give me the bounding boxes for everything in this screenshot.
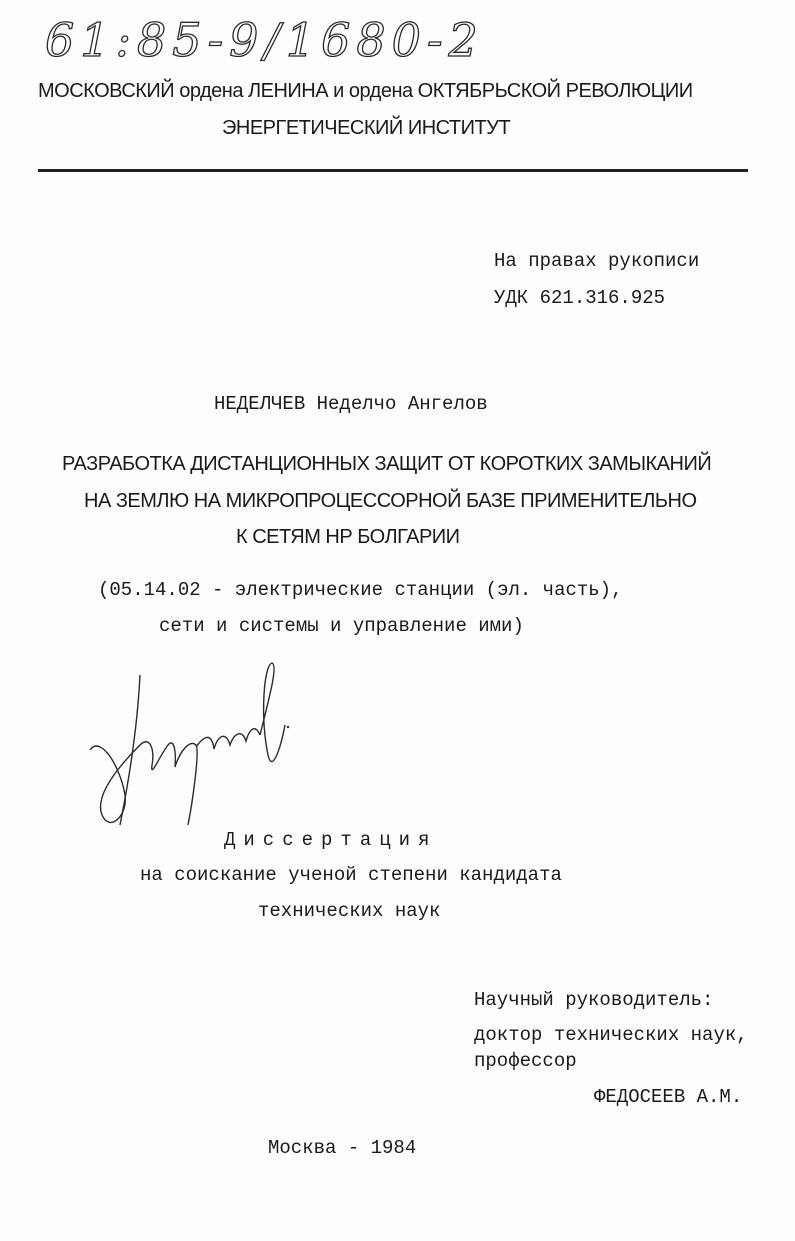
author-signature (80, 655, 310, 845)
supervisor-degree: доктор технических наук, (474, 1024, 748, 1046)
udk-code: УДК 621.316.925 (494, 287, 666, 309)
supervisor-label: Научный руководитель: (474, 989, 714, 1011)
title-line-2: НА ЗЕМЛЮ НА МИКРОПРОЦЕССОРНОЙ БАЗЕ ПРИМЕНИТЕЛЬНО (84, 490, 697, 512)
dissertation-heading: Диссертация (224, 829, 438, 851)
title-line-3: К СЕТЯМ НР БОЛГАРИИ (236, 526, 460, 548)
specialty-line-1: (05.14.02 - электрические станции (эл. часть), (98, 579, 623, 601)
svg-text:61:85-9/1680-2: 61:85-9/1680-2 (45, 13, 484, 67)
header-divider (38, 169, 748, 172)
institution-line-2: ЭНЕРГЕТИЧЕСКИЙ ИНСТИТУТ (222, 117, 511, 139)
institution-line-1: МОСКОВСКИЙ ордена ЛЕНИНА и ордена ОКТЯБРЬСКОЙ РЕВОЛЮЦИИ (38, 80, 693, 102)
supervisor-name: ФЕДОСЕЕВ А.М. (594, 1086, 743, 1108)
specialty-line-2: сети и системы и управление ими) (159, 615, 524, 637)
manuscript-rights: На правах рукописи (494, 250, 700, 272)
handwritten-archive-note (45, 8, 485, 68)
place-and-year: Москва - 1984 (268, 1137, 417, 1159)
title-line-1: РАЗРАБОТКА ДИСТАНЦИОННЫХ ЗАЩИТ ОТ КОРОТКИХ ЗАМЫКАНИЙ (62, 453, 712, 475)
supervisor-rank: профессор (474, 1050, 577, 1072)
dissertation-line-2: технических наук (258, 900, 441, 922)
dissertation-line-1: на соискание ученой степени кандидата (140, 864, 562, 886)
author-name: НЕДЕЛЧЕВ Неделчо Ангелов (214, 393, 488, 415)
